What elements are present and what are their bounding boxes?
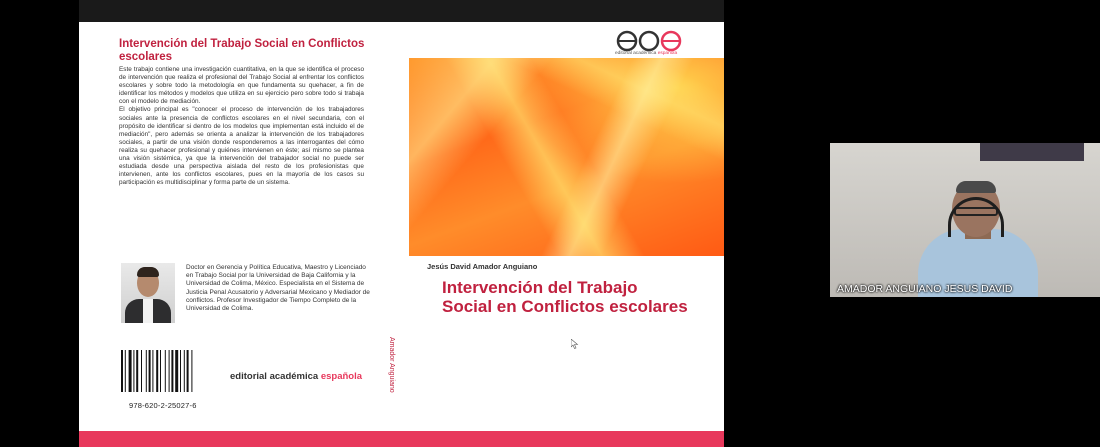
barcode-bar <box>180 350 181 392</box>
barcode-bar <box>152 350 153 392</box>
barcode-bar <box>121 350 123 392</box>
shared-screen-book-cover <box>79 0 724 447</box>
barcode-bar <box>156 350 158 392</box>
abstract-text <box>119 66 364 187</box>
top-bar <box>79 0 724 22</box>
mouse-cursor-icon <box>571 339 579 349</box>
abstract-paragraph-1: Este trabajo contiene una investigación cuantitativa, en la que se identifica el proceso de intervención que realiza el profesional del Trabajo Social al enfrentar los conflictos escolares y sobre todo la metodología en que fundamenta su quehacer, a fin de identificar los métodos y modelos que utiliza en su ejercicio pero sobre todo si trabaja con el modelo de mediación. <box>119 66 364 106</box>
barcode-bar <box>146 350 147 392</box>
barcode-bar <box>165 350 166 392</box>
publisher-accent: española <box>320 371 363 382</box>
back-cover-title: Intervención del Trabajo Social en Conflictos escolares <box>119 38 365 63</box>
bottom-bar <box>79 431 724 447</box>
participant-name-label: AMADOR ANGUIANO JESUS DAVID <box>837 283 1013 295</box>
barcode-bar <box>160 350 161 392</box>
participant-video-tile[interactable] <box>830 143 1100 297</box>
author-bio: Doctor en Gerencia y Política Educativa, Maestro y Licenciado en Trabajo Social por la Universidad de Baja California y la Universidad de Colima, México. Especialista en el Sistema de Justicia Penal Acusatorio y Adversarial Mexicano y Mediador de conflictos. Profesor Investigador de Tiempo Completo de la Universidad de Colima. <box>186 264 370 313</box>
barcode-bar <box>187 350 189 392</box>
barcode-bar <box>125 350 126 392</box>
cover-author: Jesús David Amador Anguiano <box>427 262 538 271</box>
isbn: 978-620-2-25027-6 <box>129 401 197 410</box>
barcode-bar <box>136 350 138 392</box>
barcode-bar <box>175 350 178 392</box>
author-photo <box>121 263 175 323</box>
barcode-bar <box>129 350 132 392</box>
barcode-icon <box>121 350 213 392</box>
abstract-paragraph-2: El objetivo principal es "conocer el proceso de intervención de los trabajadores sociales ante la presencia de conflictos escolares en el nivel secundaria, con el propósito de identificar si dentro de los modelos que implementan está incluido el de mediación", pero además se orienta a analizar la intervención de los trabajadores sociales, a partir de una visión donde responderemos a las interrogantes del cómo realiza su quehacer profesional y quiénes intervienen en éste; así mismo se plantea una visión sistémica, ya que la intervención del trabajador social no puede ser estudiada desde una perspectiva aislada del resto de los profesionistas que intervienen, ante los conflictos escolares, pues en la mayoría de los casos su participación es multidisciplinar y forma parte de un sistema. <box>119 106 364 187</box>
barcode-bar <box>191 350 192 392</box>
barcode-bar <box>184 350 185 392</box>
cover-title: Intervención del Trabajo Social en Conflictos escolares <box>442 278 688 316</box>
publisher-logo-text: editorial académica española <box>615 51 678 56</box>
barcode-bar <box>149 350 151 392</box>
barcode-bar <box>141 350 142 392</box>
publisher-name <box>230 371 362 382</box>
cover-image <box>409 58 724 256</box>
wall-picture <box>980 143 1084 161</box>
barcode-bar <box>171 350 173 392</box>
publisher-main: editorial académica <box>230 371 319 382</box>
barcode-bar <box>169 350 170 392</box>
barcode-bar <box>133 350 134 392</box>
spine-author: Amador Anguiano <box>388 337 395 393</box>
